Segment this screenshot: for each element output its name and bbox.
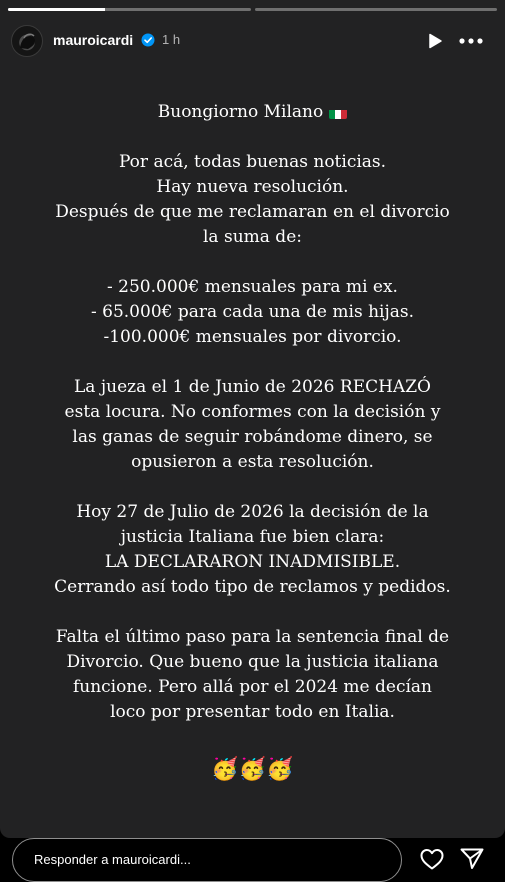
verified-badge-icon <box>141 33 155 47</box>
story-progress-bar <box>8 8 497 11</box>
reply-placeholder: Responder a mauroicardi... <box>34 852 191 867</box>
story-text-line: Hay nueva resolución. <box>156 177 349 197</box>
story-text-line: la suma de: <box>203 227 302 247</box>
send-direct-icon[interactable] <box>459 847 485 871</box>
story-text-line: Después de que me reclamaran en el divorcio <box>55 202 450 222</box>
blank-line <box>0 350 505 375</box>
story-text-line: funcione. Pero allá por el 2024 me decían <box>72 677 433 697</box>
like-heart-icon[interactable] <box>419 847 445 871</box>
story-text-line: opusieron a esta resolución. <box>131 452 374 472</box>
story-text-line: -100.000€ mensuales por divorcio. <box>103 327 402 347</box>
story-text-line: Falta el último paso para la sentencia final de <box>55 627 450 647</box>
blank-line <box>0 125 505 150</box>
story-text-line: esta locura. No conformes con la decisión y <box>64 402 441 422</box>
story-text-line: - 65.000€ para cada una de mis hijas. <box>91 302 414 322</box>
story-title-line: Buongiorno Milano <box>0 100 505 125</box>
avatar[interactable] <box>11 25 43 57</box>
progress-segment <box>8 8 251 11</box>
story-text-line: Cerrando así todo tipo de reclamos y pedidos. <box>54 577 451 597</box>
italy-flag-icon <box>329 106 347 119</box>
story-text-line: Divorcio. Que bueno que la justicia italiana <box>66 652 439 672</box>
story-text-line: LA DECLARARON INADMISIBLE. <box>104 552 401 572</box>
partying-face-emoji-icon: 🥳 <box>211 757 239 782</box>
partying-face-emoji-icon: 🥳 <box>238 757 267 782</box>
story-text <box>0 100 505 725</box>
story-text-line: justicia Italiana fue bien clara: <box>120 527 385 547</box>
story-header <box>11 25 494 57</box>
story-text-line: Por acá, todas buenas noticias. <box>118 152 387 172</box>
reply-input[interactable] <box>12 838 402 882</box>
username[interactable]: mauroicardi <box>53 32 134 48</box>
blank-line <box>0 475 505 500</box>
play-icon[interactable] <box>426 32 444 50</box>
blank-line <box>0 250 505 275</box>
story-text-line: loco por presentar todo en Italia. <box>110 702 395 722</box>
partying-face-emoji-icon: 🥳 <box>266 757 294 782</box>
story-footer <box>0 838 505 875</box>
story-text-line: Hoy 27 de Julio de 2026 la decisión de la <box>76 502 429 522</box>
blank-line <box>0 600 505 625</box>
story-text-line: - 250.000€ mensuales para mi ex. <box>107 277 398 297</box>
progress-segment <box>255 8 498 11</box>
avatar-image <box>12 26 42 56</box>
emoji-row <box>0 754 505 785</box>
more-options-icon[interactable] <box>458 33 484 49</box>
story-text-line: La jueza el 1 de Junio de 2026 RECHAZÓ <box>74 377 431 397</box>
post-time: 1 h <box>162 32 181 47</box>
story-text-line: las ganas de seguir robándome dinero, se <box>72 427 433 447</box>
